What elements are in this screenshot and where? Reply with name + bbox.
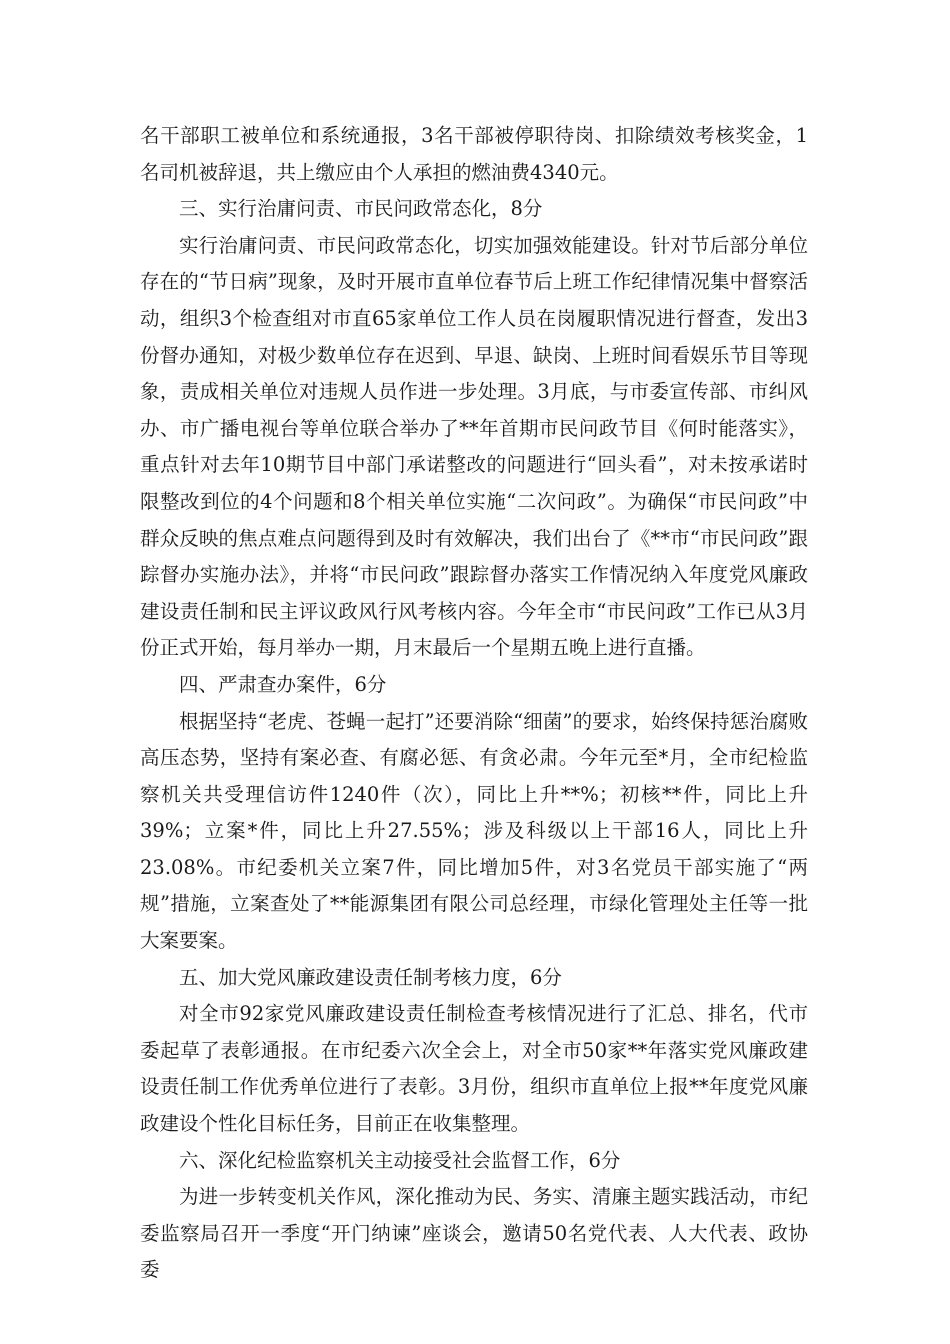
paragraph-section-6: 为进一步转变机关作风，深化推动为民、务实、清廉主题实践活动，市纪委监察局召开一季度“开门纳谏”座谈会，邀请50名党代表、人大代表、政协委 bbox=[140, 1185, 808, 1282]
section-heading-5: 五、加大党风廉政建设责任制考核力度，6分 bbox=[179, 965, 562, 989]
paragraph-section-5: 对全市92家党风廉政建设责任制检查考核情况进行了汇总、排名，代市委起草了表彰通报。在市纪委六次全会上，对全市50家**年落实党风廉政建设责任制工作优秀单位进行了表彰。3月份，组织市直单位上报**年度党风廉政建设个性化目标任务，目前正在收集整理。 bbox=[140, 1002, 808, 1136]
paragraph-section-3: 实行治庸问责、市民问政常态化，切实加强效能建设。针对节后部分单位存在的“节日病”现象，及时开展市直单位春节后上班工作纪律情况集中督察活动，组织3个检查组对市直65家单位工作人员在岗履职情况进行督查，发出3份督办通知，对极少数单位存在迟到、早退、缺岗、上班时间看娱乐节目等现象，责成相关单位对违规人员作进一步处理。3月底，与市委宣传部、市纠风办、市广播电视台等单位联合举办了**年首期市民问政节目《何时能落实》，重点针对去年10期节目中部门承诺整改的问题进行“回头看”，对未按承诺时限整改到位的4个问题和8个相关单位实施“二次问政”。为确保“市民问政”中群众反映的焦点难点问题得到及时有效解决，我们出台了《**市“市民问政”跟踪督办实施办法》，并将“市民问政”跟踪督办落实工作情况纳入年度党风廉政建设责任制和民主评议政风行风考核内容。今年全市“市民问政”工作已从3月份正式开始，每月举办一期，月末最后一个星期五晚上进行直播。 bbox=[140, 233, 808, 660]
paragraph-section-4: 根据坚持“老虎、苍蝇一起打”还要消除“细菌”的要求，始终保持惩治腐败高压态势，坚持有案必查、有腐必惩、有贪必肃。今年元至*月，全市纪检监察机关共受理信访件1240件（次），同比上升**%；初核**件，同比上升39%；立案*件，同比上升27.55%；涉及科级以上干部16人，同比上升23.08%。市纪委机关立案7件，同比增加5件，对3名党员干部实施了“两规”措施，立案查处了**能源集团有限公司总经理，市绿化管理处主任等一批大案要案。 bbox=[140, 709, 808, 953]
section-heading-6: 六、深化纪检监察机关主动接受社会监督工作，6分 bbox=[179, 1148, 621, 1172]
paragraph-continuation: 名干部职工被单位和系统通报，3名干部被停职待岗、扣除绩效考核奖金，1名司机被辞退，共上缴应由个人承担的燃油费4340元。 bbox=[140, 124, 808, 184]
section-heading-3: 三、实行治庸问责、市民问政常态化，8分 bbox=[179, 197, 543, 221]
document-page bbox=[140, 118, 808, 1289]
section-heading-4: 四、严肃查办案件，6分 bbox=[179, 672, 387, 696]
